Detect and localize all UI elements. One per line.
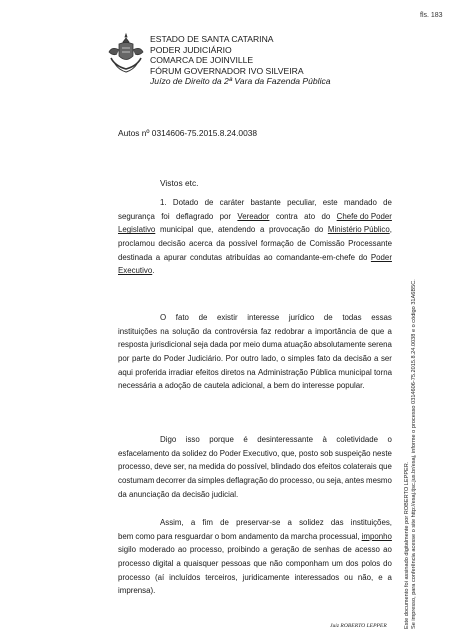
word: essas <box>371 313 392 322</box>
word: processo <box>118 572 151 582</box>
word: digital <box>152 559 174 569</box>
word: neste <box>372 448 392 458</box>
text-line <box>118 530 392 544</box>
word: caráter <box>219 198 245 207</box>
word: deve <box>154 462 172 472</box>
text-line <box>118 366 392 380</box>
text-line <box>118 474 392 488</box>
word: um <box>331 559 343 569</box>
header-power: PODER JUDICIÁRIO <box>150 44 232 55</box>
text-line <box>118 433 392 447</box>
word: Administração <box>257 367 308 377</box>
word: processo, <box>189 545 225 555</box>
word: decisão <box>344 354 372 364</box>
line-text <box>118 584 155 598</box>
word: da <box>171 448 181 458</box>
text-line <box>118 571 392 585</box>
word: a <box>155 252 161 262</box>
word: na <box>188 462 197 472</box>
word: do <box>383 559 392 569</box>
paragraph-4 <box>118 516 392 598</box>
word: Poder <box>370 252 392 262</box>
word: solução <box>172 326 200 336</box>
court-header <box>150 34 331 87</box>
word: ou <box>315 476 325 486</box>
word: Assim, <box>160 518 184 527</box>
word: Processante <box>348 239 392 249</box>
word: processo <box>118 559 151 569</box>
word: a <box>259 225 265 235</box>
word: o <box>387 435 392 444</box>
word: municipal <box>159 225 194 235</box>
word: ser, <box>173 462 187 472</box>
word: sigilo <box>118 545 136 555</box>
word: da <box>332 354 342 364</box>
word: Vereador <box>237 211 270 221</box>
text-line <box>118 223 392 237</box>
text-line <box>118 488 392 502</box>
line-text <box>118 264 154 278</box>
word: costumam <box>118 476 155 486</box>
text-line <box>118 543 392 557</box>
word: Digo <box>160 435 177 444</box>
word: de <box>302 545 312 555</box>
word: mandado <box>343 198 377 207</box>
word: bom <box>221 531 237 541</box>
word: destinada <box>118 252 153 262</box>
paragraph-1 <box>118 196 392 278</box>
word: do <box>226 462 236 472</box>
word: por <box>118 354 130 364</box>
verification-notice-line: Se impresso, para conferência acesse o site http://esaj.tjsc.jus.br/esaj, informe o processo 0314606-75.2015.8.24.0038 e o código 31A6B5C. <box>411 279 418 629</box>
word: Poder <box>163 354 185 364</box>
word: Por <box>225 354 238 364</box>
word: de <box>204 198 214 207</box>
word: medida <box>199 462 225 472</box>
word: a <box>190 518 196 527</box>
word: interesse <box>247 313 280 322</box>
word: simples <box>197 476 225 486</box>
word: colaterais <box>342 462 377 472</box>
word: da <box>202 326 212 336</box>
word: de <box>359 326 368 336</box>
word: de <box>297 239 307 249</box>
word: andamento <box>238 531 279 541</box>
text-fragment: . <box>152 266 155 276</box>
word: ao <box>383 545 392 555</box>
word: possível, <box>237 462 269 472</box>
word: foi <box>161 211 170 221</box>
word: processo, <box>118 462 153 472</box>
word: acesso <box>354 545 380 555</box>
word: quaisquer <box>183 559 219 569</box>
word: solidez <box>182 448 207 458</box>
word: do <box>269 476 279 486</box>
text-fragment: necessária a adoção de cautela adicional, a bem do interesse popular. <box>118 381 365 391</box>
word: dos <box>345 559 359 569</box>
word: lado, <box>261 354 279 364</box>
word: a <box>263 545 268 555</box>
word: a <box>287 518 292 527</box>
word: duma <box>262 340 282 350</box>
word: fato <box>175 313 189 322</box>
word: bem <box>118 531 134 541</box>
word: sob <box>320 448 333 458</box>
word: O <box>160 313 167 322</box>
text-line <box>118 264 392 278</box>
word: Poder <box>219 448 241 458</box>
word: desinteressante <box>257 435 313 444</box>
word: da <box>280 531 289 541</box>
word: do <box>358 252 368 262</box>
word: Pública <box>310 367 337 377</box>
text-line <box>118 210 392 224</box>
word: ato <box>304 211 316 221</box>
word: que <box>253 559 267 569</box>
word: fim <box>202 518 213 527</box>
word: o <box>214 531 220 541</box>
word: segurança <box>118 211 155 221</box>
word: possível <box>228 239 258 249</box>
vistos-heading: Vistos etc. <box>160 178 199 188</box>
word: a <box>307 326 312 336</box>
word: a <box>387 572 392 582</box>
word: ser <box>380 354 392 364</box>
text-line <box>118 584 392 598</box>
text-line <box>118 557 392 571</box>
word: por <box>219 211 232 221</box>
word: torna <box>373 367 392 377</box>
paragraph-2 <box>118 311 392 393</box>
word: como <box>135 531 155 541</box>
word: a <box>374 354 379 364</box>
word: interessados <box>294 572 340 582</box>
word: de <box>323 313 333 322</box>
word: que, <box>281 448 297 458</box>
word: do <box>321 211 331 221</box>
word: seja <box>193 340 209 350</box>
word: parte <box>131 354 150 364</box>
text-line <box>118 379 392 393</box>
word: deflagrado <box>175 211 214 221</box>
header-district: COMARCA DE JOINVILLE <box>150 55 254 66</box>
word: que <box>378 462 392 472</box>
word: solidez <box>299 518 324 527</box>
word: é <box>243 435 248 444</box>
text-line <box>118 311 392 325</box>
word: componham <box>285 559 329 569</box>
word: acerca <box>189 239 213 249</box>
line-text <box>118 488 238 502</box>
text-fragment: imprensa). <box>118 586 156 596</box>
text-line <box>118 251 392 265</box>
word: juridicamente <box>242 572 290 582</box>
word: processual, <box>319 531 360 541</box>
word: Judiciário. <box>187 354 224 364</box>
word: provocação <box>268 225 310 235</box>
word: do <box>152 354 162 364</box>
word: coletividade <box>336 435 379 444</box>
word: incluídos <box>169 572 201 582</box>
word: condutas <box>190 252 223 262</box>
word: dos <box>302 462 316 472</box>
word: bastante <box>250 198 281 207</box>
word: resguardar <box>174 531 213 541</box>
word: apurar <box>163 252 187 262</box>
word: comandante-em-chefe <box>276 252 356 262</box>
word: deflagração <box>226 476 268 486</box>
word: fato <box>317 354 331 364</box>
word: à <box>322 435 327 444</box>
word: redobrar <box>274 326 305 336</box>
word: preservar-se <box>236 518 281 527</box>
word: Executivo, <box>242 448 280 458</box>
word: todas <box>342 313 362 322</box>
paragraph-3 <box>118 433 392 501</box>
judge-signature: Juiz ROBERTO LEPPER <box>330 623 387 629</box>
word: de <box>220 518 229 527</box>
word: ou <box>344 572 353 582</box>
text-fragment: Executivo <box>118 266 153 276</box>
text-fragment: da anunciação da decisão judicial. <box>118 489 239 499</box>
word: Legislativo <box>118 225 156 235</box>
word: serena <box>367 340 392 350</box>
word: 1. <box>160 198 167 207</box>
word: dada <box>210 340 228 350</box>
word: não, <box>357 572 374 582</box>
word: esfacelamento <box>118 448 170 458</box>
text-line <box>118 325 392 339</box>
line-text <box>118 379 365 393</box>
header-state: ESTADO DE SANTA CATARINA <box>150 34 274 44</box>
word: atribuídas <box>225 252 261 262</box>
word: Dotado <box>172 198 199 207</box>
word: Ministério Público, <box>327 225 392 235</box>
word: de <box>383 198 392 207</box>
word: de <box>198 313 208 322</box>
word: contra <box>275 211 298 221</box>
word: atendendo <box>217 225 256 235</box>
word: resposta <box>118 340 149 350</box>
word: que <box>371 326 385 336</box>
word: este <box>322 198 338 207</box>
word: absolutamente <box>314 340 366 350</box>
digital-signature-notice <box>404 209 418 629</box>
word: jurisdicional <box>150 340 192 350</box>
word: efeitos <box>195 367 219 377</box>
word: o <box>280 354 286 364</box>
word: isso <box>185 435 200 444</box>
word: geração <box>270 545 300 555</box>
text-line <box>118 447 392 461</box>
word: que, <box>197 225 214 235</box>
word: proferida <box>135 367 167 377</box>
word: da <box>187 476 197 486</box>
word: suspeição <box>335 448 371 458</box>
word: ao <box>263 252 273 262</box>
word: formação <box>260 239 294 249</box>
word: terceiros, <box>205 572 238 582</box>
word: imponho <box>361 531 392 541</box>
word: senhas <box>314 545 340 555</box>
text-line <box>118 352 392 366</box>
word: das <box>330 518 344 527</box>
word: pessoas <box>221 559 251 569</box>
word: outro <box>240 354 259 364</box>
word: simples <box>287 354 315 364</box>
word: não <box>269 559 283 569</box>
text-line <box>118 338 392 352</box>
word: mesmo <box>366 476 392 486</box>
word: (aí <box>154 572 165 582</box>
word: blindado <box>270 462 301 472</box>
word: atuação <box>283 340 313 350</box>
word: municipal <box>338 367 372 377</box>
word: proibindo <box>227 545 260 555</box>
word: antes <box>344 476 365 486</box>
text-line <box>118 460 392 474</box>
word: existir <box>216 313 238 322</box>
word: polos <box>361 559 381 569</box>
word: decisão <box>158 239 186 249</box>
text-line <box>118 196 392 210</box>
signature-notice-line: Este documento foi assinado digitalmente por ROBERTO LEPPER. <box>404 461 410 629</box>
word: do <box>314 225 324 235</box>
word: Chefe do Poder <box>336 211 392 221</box>
word: irradiar <box>168 367 194 377</box>
word: seja, <box>326 476 344 486</box>
word: processo, <box>279 476 315 486</box>
word: posto <box>298 448 319 458</box>
word: diretos <box>220 367 245 377</box>
word: por <box>229 340 242 350</box>
state-coat-of-arms-icon <box>107 32 145 74</box>
header-forum: FÓRUM GOVERNADOR IVO SILVEIRA <box>150 65 304 76</box>
word: e <box>378 572 383 582</box>
word: moderado <box>139 545 175 555</box>
word: na <box>160 326 170 336</box>
word: da <box>216 239 225 249</box>
word: faz <box>260 326 272 336</box>
text-line <box>118 237 392 251</box>
word: para <box>156 531 173 541</box>
word: efeitos <box>317 462 341 472</box>
word: aqui <box>118 367 133 377</box>
word: jurídico <box>288 313 315 322</box>
case-number: Autos nº 0314606-75.2015.8.24.0038 <box>118 128 258 138</box>
word: ao <box>177 545 187 555</box>
word: a <box>387 326 392 336</box>
word: meio <box>243 340 261 350</box>
word: decorrer <box>156 476 186 486</box>
word: Comissão <box>309 239 345 249</box>
word: na <box>246 367 256 377</box>
header-court: Juízo de Direito da 2ª Vara da Fazenda Pública <box>150 76 331 87</box>
text-line <box>118 516 392 530</box>
word: marcha <box>290 531 318 541</box>
word: de <box>342 545 352 555</box>
word: controvérsia <box>214 326 258 336</box>
word: a <box>176 559 181 569</box>
word: proclamou <box>118 239 155 249</box>
word: importância <box>315 326 356 336</box>
word: do <box>208 448 218 458</box>
word: instituições <box>118 326 158 336</box>
word: instituições, <box>350 518 392 527</box>
word: peculiar, <box>287 198 317 207</box>
page-number: fls. 183 <box>420 12 443 19</box>
word: porque <box>209 435 234 444</box>
